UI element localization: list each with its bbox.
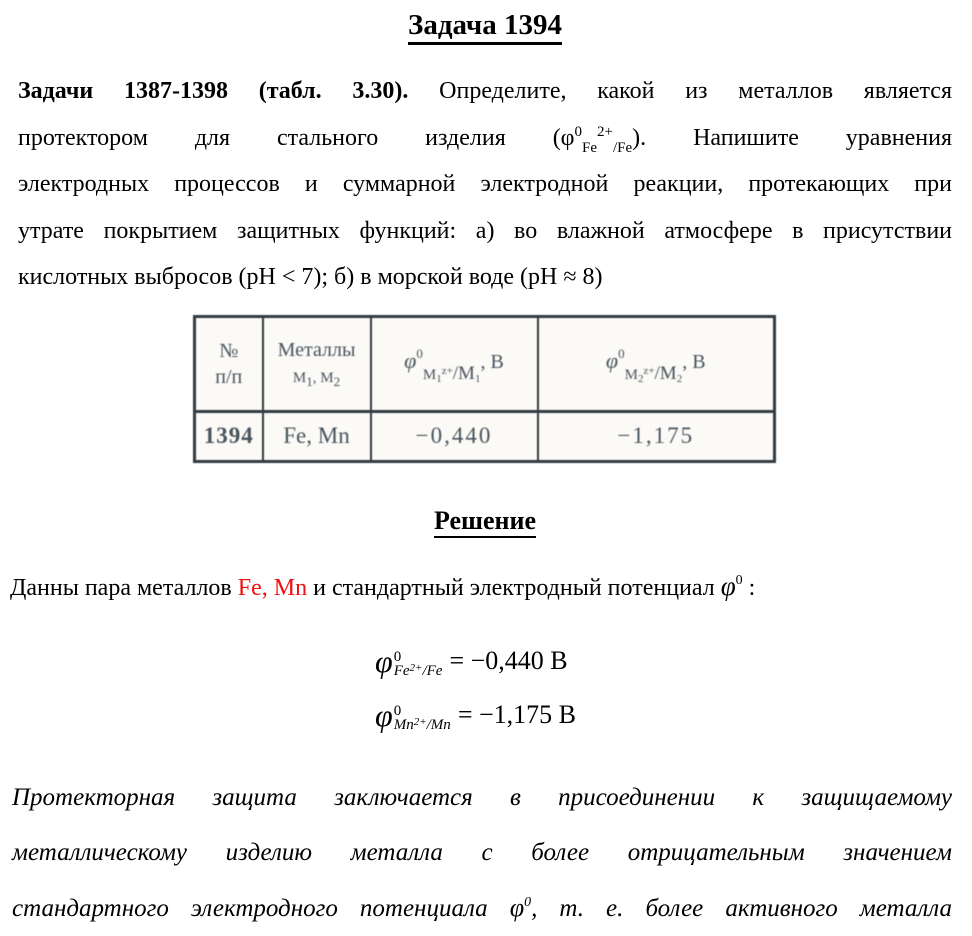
cell-problem-number: 1394	[195, 411, 263, 461]
phi-sup-charge: 2+	[597, 123, 613, 140]
table-header-row	[195, 316, 775, 411]
formula-block	[375, 634, 952, 742]
col-header-number: № п/п	[195, 316, 263, 411]
metals-table	[193, 315, 776, 463]
col-header-potential-m1: $\varphi^0_{M_1^{z+}/M_1}$, В	[371, 316, 538, 411]
phi-symbol: φ	[404, 348, 417, 373]
conclusion-line-1: Протекторная защита заключается в присоединении к защищаемому	[12, 783, 952, 811]
phi-sub-denominator: /Fe	[613, 139, 633, 156]
data-table-scan	[193, 315, 776, 463]
statement-line-1	[18, 68, 952, 115]
phi-symbol: φ	[375, 696, 393, 733]
statement-line-5: кислотных выбросов (pH < 7); б) в морской воде (pH ≈ 8)	[18, 264, 603, 290]
statement-text: Напишите уравнения	[693, 124, 953, 151]
conclusion-paragraph	[12, 770, 952, 936]
cell-potential-m1: −0,440	[371, 411, 538, 461]
phi-sub-fe: Fe	[582, 139, 598, 156]
problem-title: Задача 1394	[18, 8, 952, 42]
solution-heading: Решение	[18, 504, 952, 538]
statement-line-3: электродных процессов и суммарной электродной реакции, протекающих при	[18, 171, 952, 197]
problem-statement	[18, 68, 952, 301]
phi-symbol: φ	[375, 642, 393, 679]
metals-pair-highlight: Fe, Mn	[237, 574, 308, 601]
statement-line-4: утрате покрытием защитных функций: а) во влажной атмосфере в присутствии	[18, 217, 952, 244]
col-header-potential-m2: $\varphi^0_{M_2^{z+}/M_2}$, В	[538, 316, 775, 411]
conclusion-line-2: металлическому изделию металла с более отрицательным значением	[12, 838, 952, 866]
formula-value: = −1,175 В	[457, 699, 576, 729]
conclusion-line-3: стандартного электродного потенциала $\varphi^0$, т. е. более активного металла	[12, 892, 952, 922]
given-line	[10, 566, 952, 608]
phi-standard-symbol: $\varphi^0$, т. е. более активного металла	[509, 892, 952, 922]
given-text: и стандартный электродный потенциал	[313, 574, 715, 601]
col-header-metals: Металлы $M_1$, $M_2$	[263, 316, 371, 411]
phi-symbol: φ	[605, 348, 619, 373]
cell-potential-m2: −1,175	[538, 411, 775, 461]
table-row	[195, 411, 775, 461]
formula-fe-potential: φ 0 $Fe^{2+}/Fe$ = −0,440 В	[375, 642, 568, 679]
statement-text: Определите, какой из металлов является	[439, 78, 952, 104]
cell-metals-pair: Fe, Mn	[263, 411, 371, 461]
given-text: Данны пара металлов	[10, 574, 232, 601]
statement-line-2	[18, 115, 952, 162]
problem-range-bold: Задачи 1387-1398 (табл. 3.30).	[18, 78, 409, 104]
formula-mn-potential: φ 0 $Mn^{2+}/Mn$ = −1,175 В	[375, 696, 576, 733]
phi-sup-zero: 0	[574, 123, 583, 140]
inline-potential-formula: $(\varphi^0_{Fe}^{2+}_{/Fe})$.	[552, 123, 647, 156]
statement-text: протектором для стального изделия	[18, 124, 506, 151]
given-colon: :	[748, 574, 756, 601]
phi-standard-symbol: $\varphi^0$	[720, 570, 743, 601]
formula-value: = −0,440 В	[449, 645, 568, 675]
